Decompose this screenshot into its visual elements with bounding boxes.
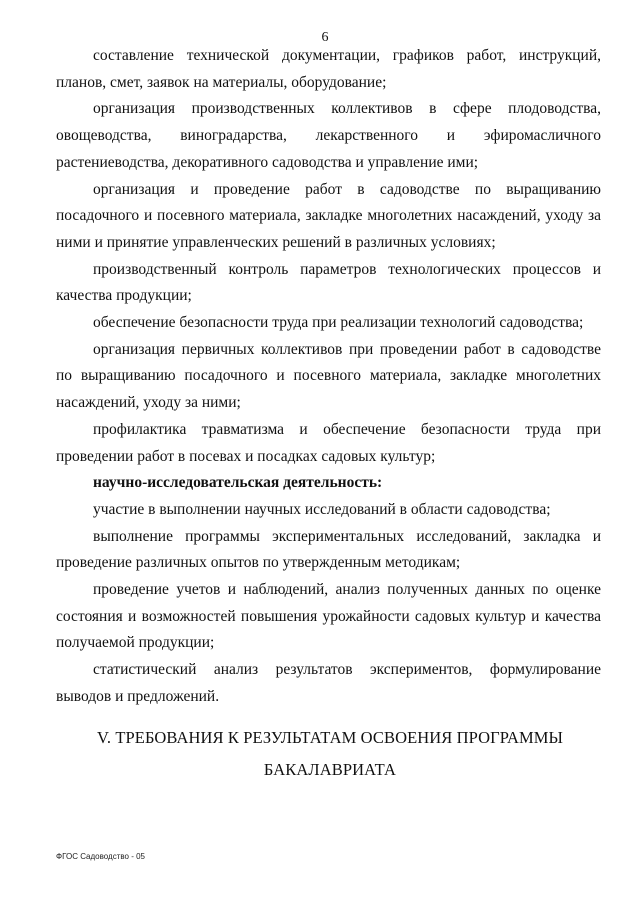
paragraph-statistical-analysis: статистический анализ результатов экспериментов, формулирование выводов и предложений. xyxy=(56,661,601,705)
paragraph-production-control: производственный контроль параметров технологических процессов и качества продукции; xyxy=(56,260,601,305)
paragraph-injury-prevention: профилактика травматизма и обеспечение безопасности труда при проведении работ в посевах и посадках садовых культур; xyxy=(56,420,601,465)
section-heading-line-1: V. ТРЕБОВАНИЯ К РЕЗУЛЬТАТАМ ОСВОЕНИЯ ПРОГРАММЫ xyxy=(96,728,564,747)
section-heading-line-2: БАКАЛАВРИАТА xyxy=(263,760,397,779)
paragraph-primary-collectives: организация первичных коллективов при проведении работ в садоводстве по выращиванию посадочного и посевного материала, закладке многолетних насаждений, уходу за ними; xyxy=(56,340,601,412)
section-heading xyxy=(56,723,604,785)
body-text xyxy=(56,43,601,711)
paragraph-documentation: составление технической документации, графиков работ, инструкций, планов, смет, заявок на материалы, оборудование; xyxy=(56,47,601,91)
paragraph-organization-works: организация и проведение работ в садоводстве по выращиванию посадочного и посевного материала, закладке многолетних насаждений, уходу за ними и принятие управленческих решений в различных условиях; xyxy=(56,180,601,251)
paragraph-research-heading: научно-исследовательская деятельность: xyxy=(93,474,383,492)
paragraph-labor-safety: обеспечение безопасности труда при реализации технологий садоводства; xyxy=(93,314,584,332)
paragraph-organization-collectives: организация производственных коллективов в сфере плодоводства, овощеводства, виноградарства, лекарственного и эфиромасличного растениеводства, декоративного садоводства и управление ими; xyxy=(56,100,601,171)
paragraph-observations: проведение учетов и наблюдений, анализ полученных данных по оценке состояния и возможностей повышения урожайности садовых культур и качества получаемой продукции; xyxy=(56,581,601,652)
page-footer: ФГОС Садоводство - 05 xyxy=(56,852,146,861)
paragraph-experiment-program: выполнение программы экспериментальных исследований, закладка и проведение различных опытов по утвержденным методикам; xyxy=(56,527,601,572)
paragraph-research-participation: участие в выполнении научных исследований в области садоводства; xyxy=(93,500,551,518)
page-number: 6 xyxy=(321,30,329,45)
